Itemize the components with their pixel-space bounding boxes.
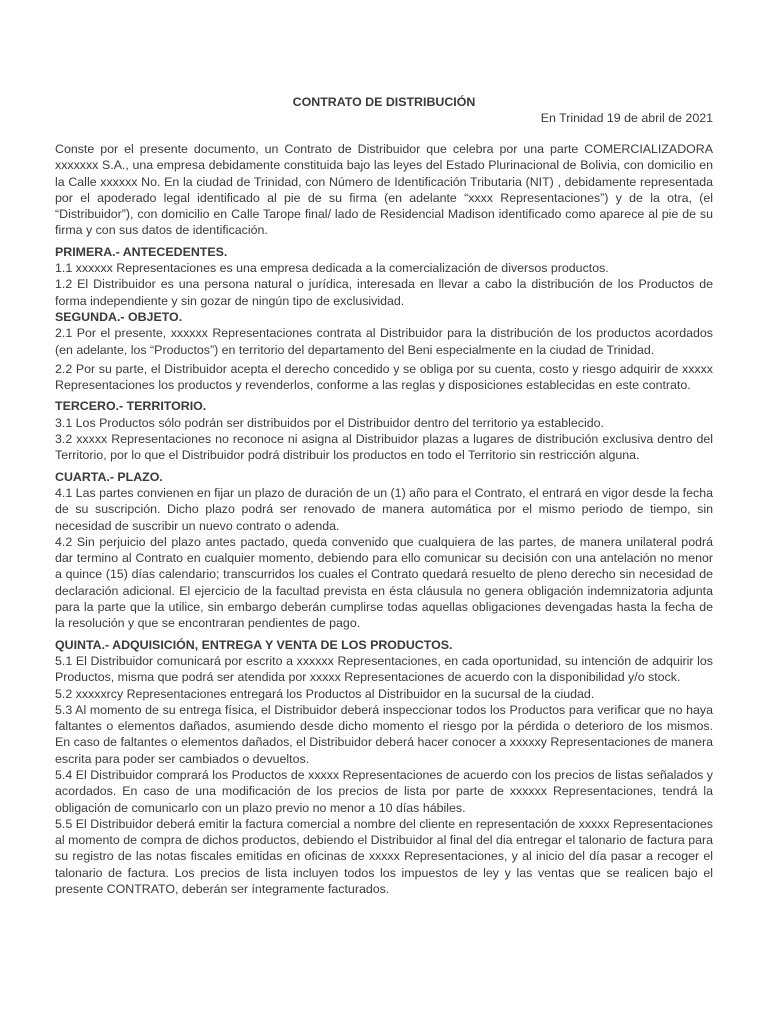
clause-5-2: 5.2 xxxxxrcy Representaciones entregará los Productos al Distribuidor en la sucursal de la ciudad.	[55, 686, 595, 701]
document-body	[55, 141, 713, 897]
clause-3-2: 3.2 xxxxx Representaciones no reconoce ni asigna al Distribuidor plazas a lugares de distribución exclusiva dentro del Territorio, por lo que el Distribuidor podrá distribuir los productos en todo el Territorio sin restricción alguna.	[55, 432, 713, 463]
clause-5-3: 5.3 Al momento de su entrega física, el Distribuidor deberá inspeccionar todos los Productos para verificar que no haya faltantes o elementos dañados, asumiendo desde dicho momento el riesgo por la pérdida o deterioro de los mismos. En caso de faltantes o elementos dañados, el Distribuidor deberá hacer conocer a xxxxxy Representaciones de manera escrita para poder ser cambiados o devueltos.	[55, 702, 713, 766]
section-heading-quinta: QUINTA.- ADQUISICIÓN, ENTREGA Y VENTA DE LOS PRODUCTOS.	[55, 637, 453, 652]
document-date: En Trinidad 19 de abril de 2021	[540, 111, 713, 125]
document-title: CONTRATO DE DISTRIBUCIÓN	[292, 95, 476, 109]
clause-5-4: 5.4 El Distribuidor comprará los Productos de xxxxx Representaciones de acuerdo con los precios de listas señalados y acordados. En caso de una modificación de los precios de lista por parte de xxxxxx Representaciones, tendrá la obligación de comunicarlo con un plazo previo no menor a 10 días hábiles.	[55, 767, 713, 815]
section-heading-cuarta: CUARTA.- PLAZO.	[55, 469, 163, 484]
intro-paragraph: Conste por el presente documento, un Contrato de Distribuidor que celebra por una parte COMERCIALIZADORA xxxxxxx S.A., una empresa debidamente constituida bajo las leyes del Estado Plurinacional de Bolivia, con domicilio en la Calle xxxxxx No. En la ciudad de Trinidad, con Número de Identificación Tributaria (NIT) , debidamente representada por el apoderado legal identificado al pie de su firma (en adelante “xxxx Representaciones”) y de la otra, (el “Distribuidor”), con domicilio en Calle Tarope final/ lado de Residencial Madison identificado como aparece al pie de su firma y con sus datos de identificación.	[55, 142, 713, 238]
clause-2-1: 2.1 Por el presente, xxxxxx Representaciones contrata al Distribuidor para la distribución de los productos acordados (en adelante, los “Productos”) en territorio del departamento del Beni especialmente en la ciudad de Trinidad.	[55, 326, 713, 357]
clause-1-2: 1.2 El Distribuidor es una persona natural o jurídica, interesada en llevar a cabo la distribución de los Productos de forma independiente y sin gozar de ningún tipo de exclusividad.	[55, 277, 713, 308]
section-heading-tercero: TERCERO.- TERRITORIO.	[55, 399, 207, 414]
clause-1-1: 1.1 xxxxxx Representaciones es una empresa dedicada a la comercialización de diversos productos.	[55, 261, 609, 276]
clause-4-2: 4.2 Sin perjuicio del plazo antes pactado, queda convenido que cualquiera de las partes, de manera unilateral podrá dar termino al Contrato en cualquier momento, debiendo para ello comunicar su decisión con una antelación no menor a quince (15) días calendario; transcurridos los cuales el Contrato quedará resuelto de pleno derecho sin necesidad de declaración adicional. El ejercicio de la facultad prevista en ésta cláusula no genera obligación indemnizatoria adjunta para la parte que la utilice, sin embargo deberán cumplirse todas aquellas obligaciones devengadas hasta la fecha de la resolución y que se encontraran pendientes de pago.	[55, 534, 713, 631]
section-heading-primera: PRIMERA.- ANTECEDENTES.	[55, 244, 228, 259]
clause-5-5: 5.5 El Distribuidor deberá emitir la factura comercial a nombre del cliente en representación de xxxxx Representaciones al momento de compra de dichos productos, debiendo el Distribuidor al final del dia entregar el talonario de factura para su registro de las notas fiscales emitidas en oficinas de xxxxx Representaciones, y al inicio del día pasar a recoger el talonario de factura. Los precios de lista incluyen todos los impuestos de ley y las ventas que se realicen bajo el presente CONTRATO, deberán ser íntegramente facturados.	[55, 816, 713, 897]
clause-5-1: 5.1 El Distribuidor comunicará por escrito a xxxxxx Representaciones, en cada oportunidad, su intención de adquirir los Productos, misma que podrá ser atendida por xxxxx Representaciones de acuerdo con la disponibilidad y/o stock.	[55, 653, 713, 685]
clause-3-1: 3.1 Los Productos sólo podrán ser distribuidos por el Distribuidor dentro del territorio ya establecido.	[55, 415, 604, 430]
section-heading-segunda: SEGUNDA.- OBJETO.	[55, 309, 183, 324]
clause-2-2: 2.2 Por su parte, el Distribuidor acepta el derecho concedido y se obliga por su cuenta, costo y riesgo adquirir de xxxxx Representaciones los productos y revenderlos, conforme a las reglas y disposiciones establecidas en este contrato.	[55, 361, 713, 393]
clause-4-1: 4.1 Las partes convienen en fijar un plazo de duración de un (1) año para el Contrato, el entrará en vigor desde la fecha de su suscripción. Dicho plazo podrá ser renovado de manera automática por el mismo periodo de tiempo, sin necesidad de suscribir un nuevo contrato o adenda.	[55, 485, 713, 533]
